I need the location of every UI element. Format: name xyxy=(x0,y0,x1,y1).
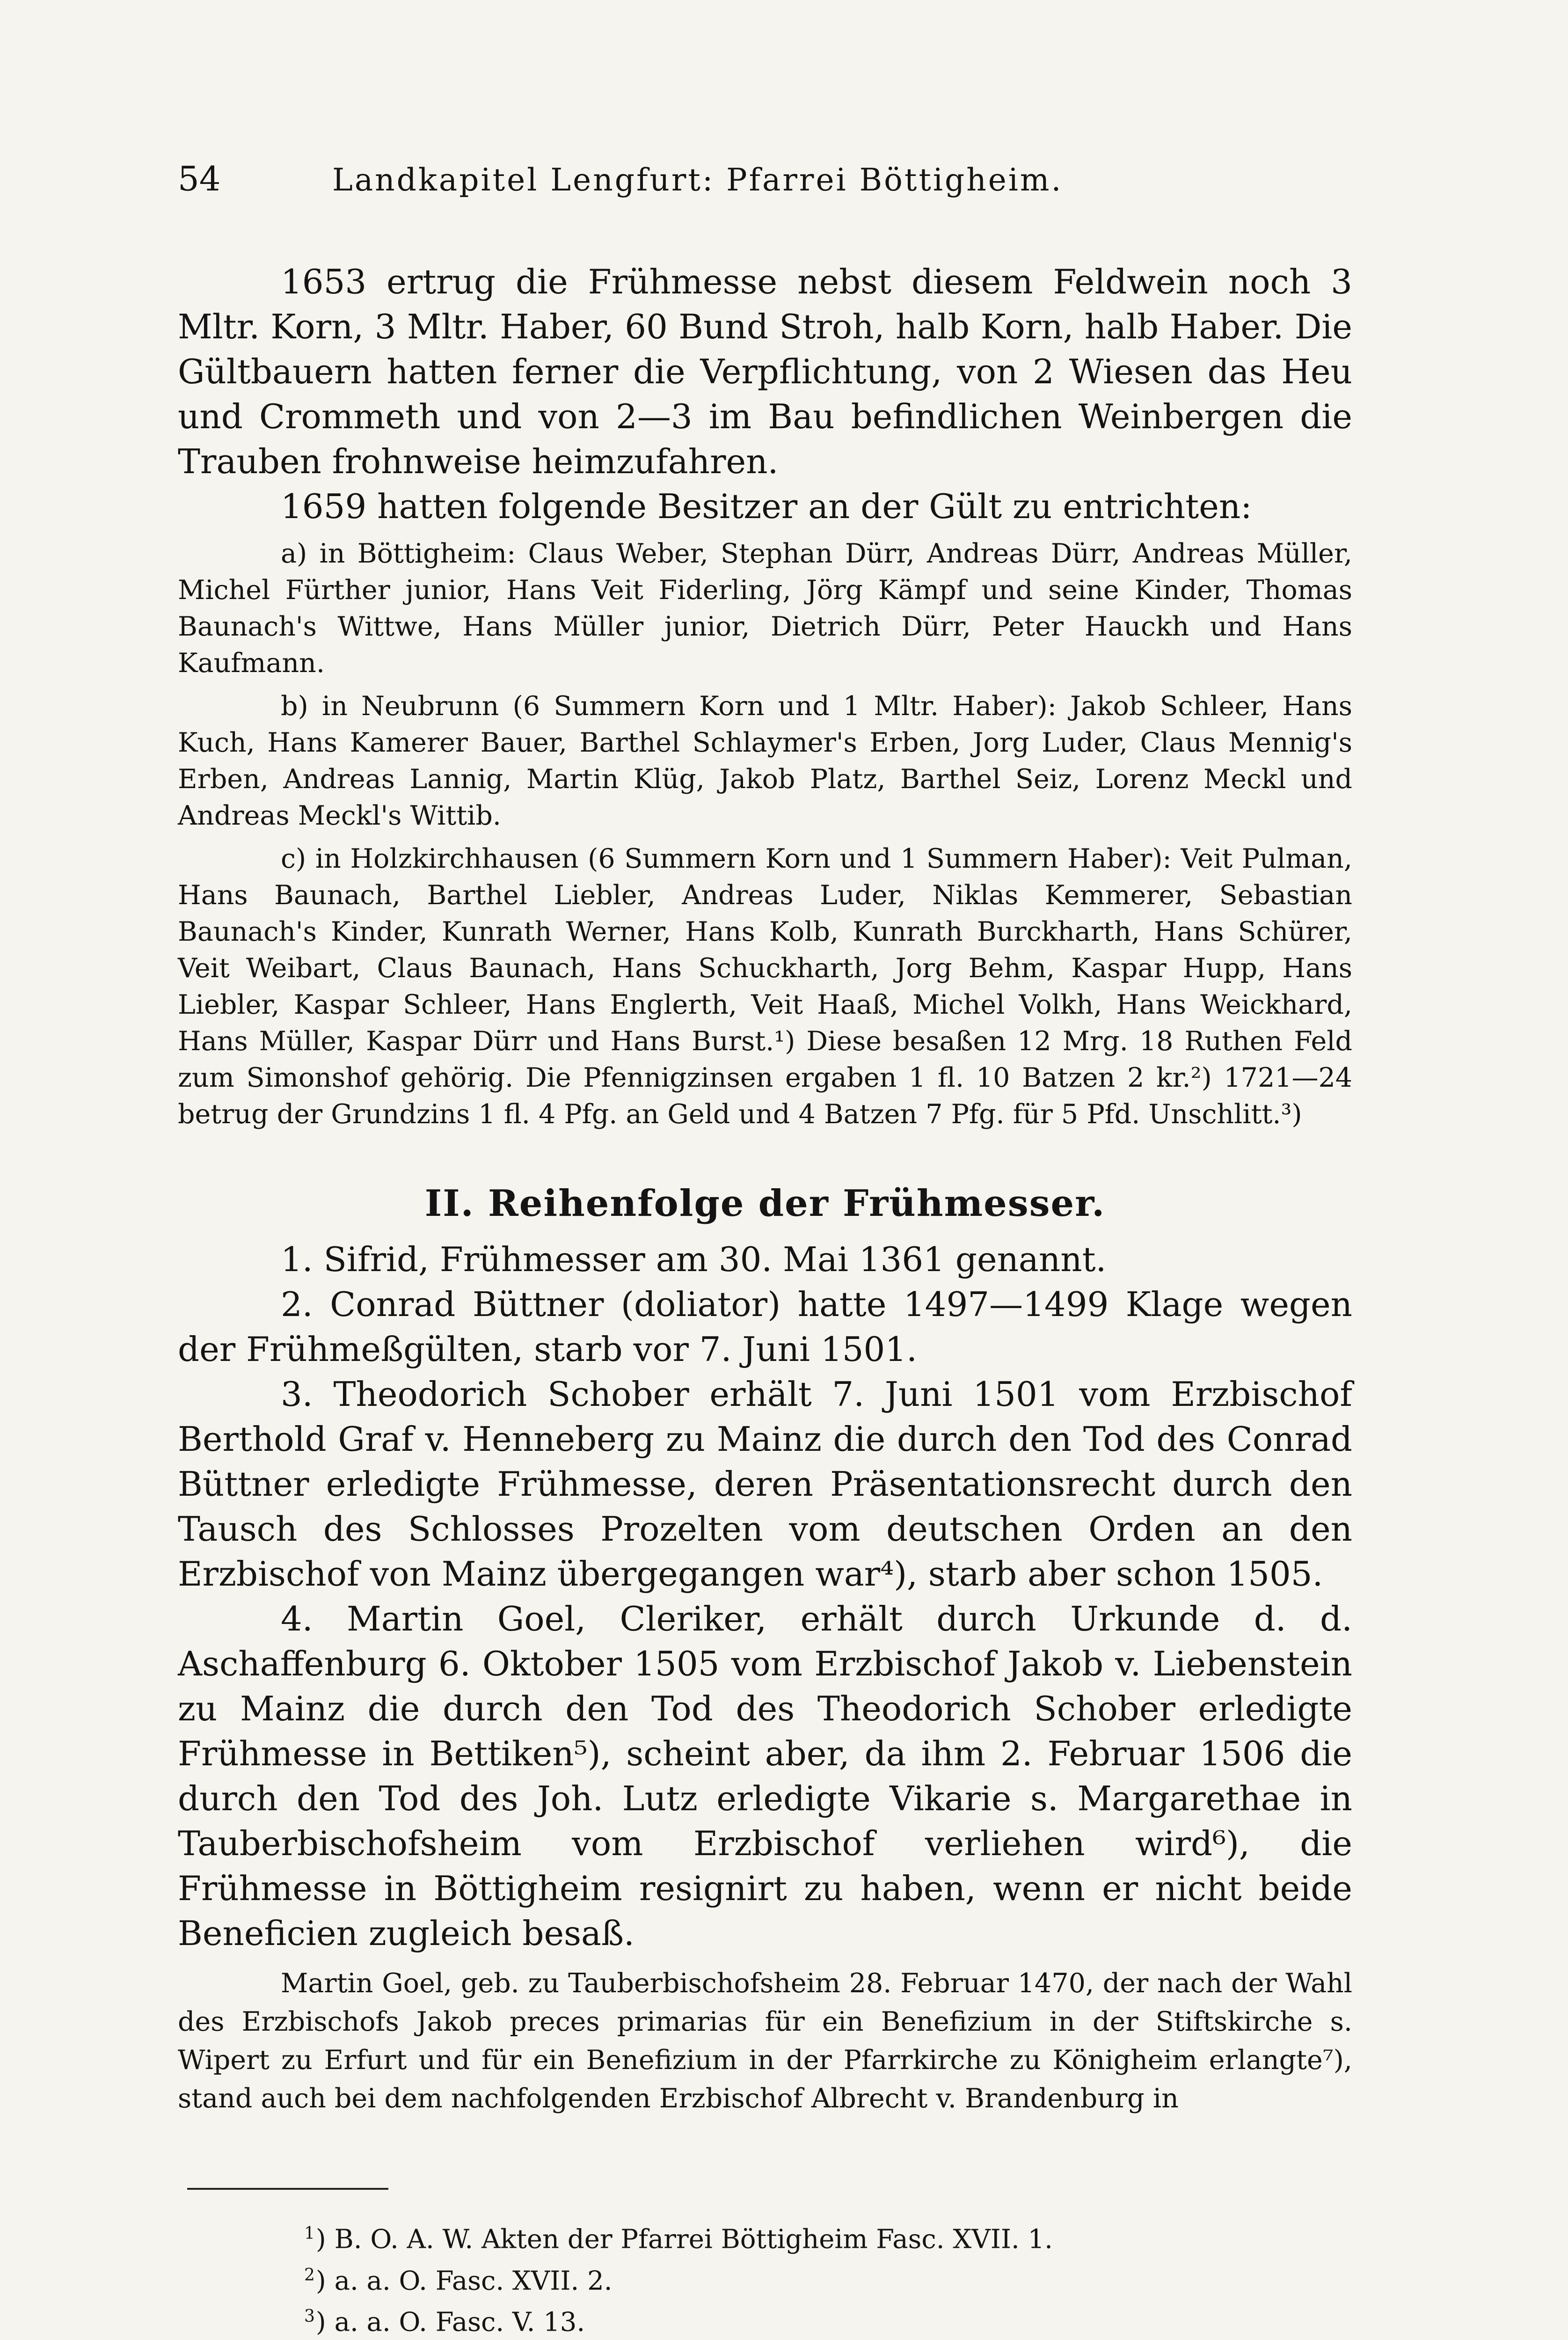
footnote-text: a. a. O. Fasc. V. 13. xyxy=(334,2307,585,2338)
footnote-text: a. a. O. Fasc. XVII. 2. xyxy=(334,2266,613,2296)
footnote-mark: 2 xyxy=(304,2265,315,2285)
footnote-list xyxy=(178,2216,1352,2340)
footnote: $^3$) a. a. O. Fasc. V. 13. xyxy=(304,2307,585,2338)
footnote: $^1$) B. O. A. W. Akten der Pfarrei Böttigheim Fasc. XVII. 1. xyxy=(304,2224,1053,2255)
footnote-divider xyxy=(187,2188,388,2190)
running-title: Landkapitel Lengfurt: Pfarrei Böttigheim. xyxy=(332,162,1063,198)
footnote-text: B. O. A. W. Akten der Pfarrei Böttigheim Fasc. XVII. 1. xyxy=(334,2224,1053,2255)
footnote: $^2$) a. a. O. Fasc. XVII. 2. xyxy=(304,2265,613,2296)
footnote-mark: 3 xyxy=(304,2307,315,2326)
entry-2-conrad-buettner: 2. Conrad Büttner (doliator) hatte 1497—1499 Klage wegen der Frühmeßgülten, starb vor 7. Juni 1501. xyxy=(178,1285,1352,1369)
list-item-boettigheim: a) in Böttigheim: Claus Weber, Stephan Dürr, Andreas Dürr, Andreas Müller, Michel Fürther junior, Hans Veit Fiderling, Jörg Kämpf und seine Kinder, Thomas Baunach's Wittwe, Hans Müller junior, Dietrich Dürr, Peter Hauckh und Hans Kaufmann. xyxy=(178,538,1352,679)
page-header xyxy=(178,159,1352,198)
paragraph-1659: 1659 hatten folgende Besitzer an der Gült zu entrichten: xyxy=(281,487,1252,526)
entry-4-martin-goel: 4. Martin Goel, Cleriker, erhält durch Urkunde d. d. Aschaffenburg 6. Oktober 1505 vom Erzbischof Jakob v. Liebenstein zu Mainz die durch den Tod des Theodorich Schober erledigte Frühmesse in Bettiken⁵), scheint aber, da ihm 2. Februar 1506 die durch den Tod des Joh. Lutz erledigte Vikarie s. Margarethae in Tauberbischofsheim vom Erzbischof verliehen wird⁶), die Frühmesse in Böttigheim resignirt zu haben, wenn er nicht beide Beneficien zugleich besaß. xyxy=(178,1599,1352,1953)
section-heading: II. Reihenfolge der Frühmesser. xyxy=(424,1182,1106,1225)
biographical-note: Martin Goel, geb. zu Tauberbischofsheim 28. Februar 1470, der nach der Wahl des Erzbischofs Jakob preces primarias für ein Benefizium in der Stiftskirche s. Wipert zu Erfurt und für ein Benefizium in der Pfarrkirche zu Königheim erlangte⁷), stand auch bei dem nachfolgenden Erzbischof Albrecht v. Brandenburg in xyxy=(178,1968,1352,2114)
document-page xyxy=(178,159,1352,2340)
paragraph-1653: 1653 ertrug die Frühmesse nebst diesem Feldwein noch 3 Mltr. Korn, 3 Mltr. Haber, 60 Bund Stroh, halb Korn, halb Haber. Die Gültbauern hatten ferner die Verpflichtung, von 2 Wiesen das Heu und Crommeth und von 2—3 im Bau befindlichen Weinbergen die Trauben frohnweise heimzufahren. xyxy=(178,262,1352,481)
footnote-mark: 1 xyxy=(304,2224,315,2243)
page-number: 54 xyxy=(178,159,221,198)
entry-3-theodorich-schober: 3. Theodorich Schober erhält 7. Juni 1501 vom Erzbischof Berthold Graf v. Henneberg zu Mainz die durch den Tod des Conrad Büttner erledigte Frühmesse, deren Präsentationsrecht durch den Tausch des Schlosses Prozelten vom deutschen Orden an den Erzbischof von Mainz übergegangen war⁴), starb aber schon 1505. xyxy=(178,1375,1352,1594)
entry-1-sifrid: 1. Sifrid, Frühmesser am 30. Mai 1361 genannt. xyxy=(281,1240,1107,1279)
list-item-holzkirchhausen: c) in Holzkirchhausen (6 Summern Korn und 1 Summern Haber): Veit Pulman, Hans Baunach, Barthel Liebler, Andreas Luder, Niklas Kemmerer, Sebastian Baunach's Kinder, Kunrath Werner, Hans Kolb, Kunrath Burckharth, Hans Schürer, Veit Weibart, Claus Baunach, Hans Schuckharth, Jorg Behm, Kaspar Hupp, Hans Liebler, Kaspar Schleer, Hans Englerth, Veit Haaß, Michel Volkh, Hans Weickhard, Hans Müller, Kaspar Dürr und Hans Burst.¹) Diese besaßen 12 Mrg. 18 Ruthen Feld zum Simonshof gehörig. Die Pfennigzinsen ergaben 1 fl. 10 Batzen 2 kr.²) 1721—24 betrug der Grundzins 1 fl. 4 Pfg. an Geld und 4 Batzen 7 Pfg. für 5 Pfd. Unschlitt.³) xyxy=(178,843,1352,1130)
list-item-neubrunn: b) in Neubrunn (6 Summern Korn und 1 Mltr. Haber): Jakob Schleer, Hans Kuch, Hans Kamerer Bauer, Barthel Schlaymer's Erben, Jorg Luder, Claus Mennig's Erben, Andreas Lannig, Martin Klüg, Jakob Platz, Barthel Seiz, Lorenz Meckl und Andreas Meckl's Wittib. xyxy=(178,691,1352,831)
